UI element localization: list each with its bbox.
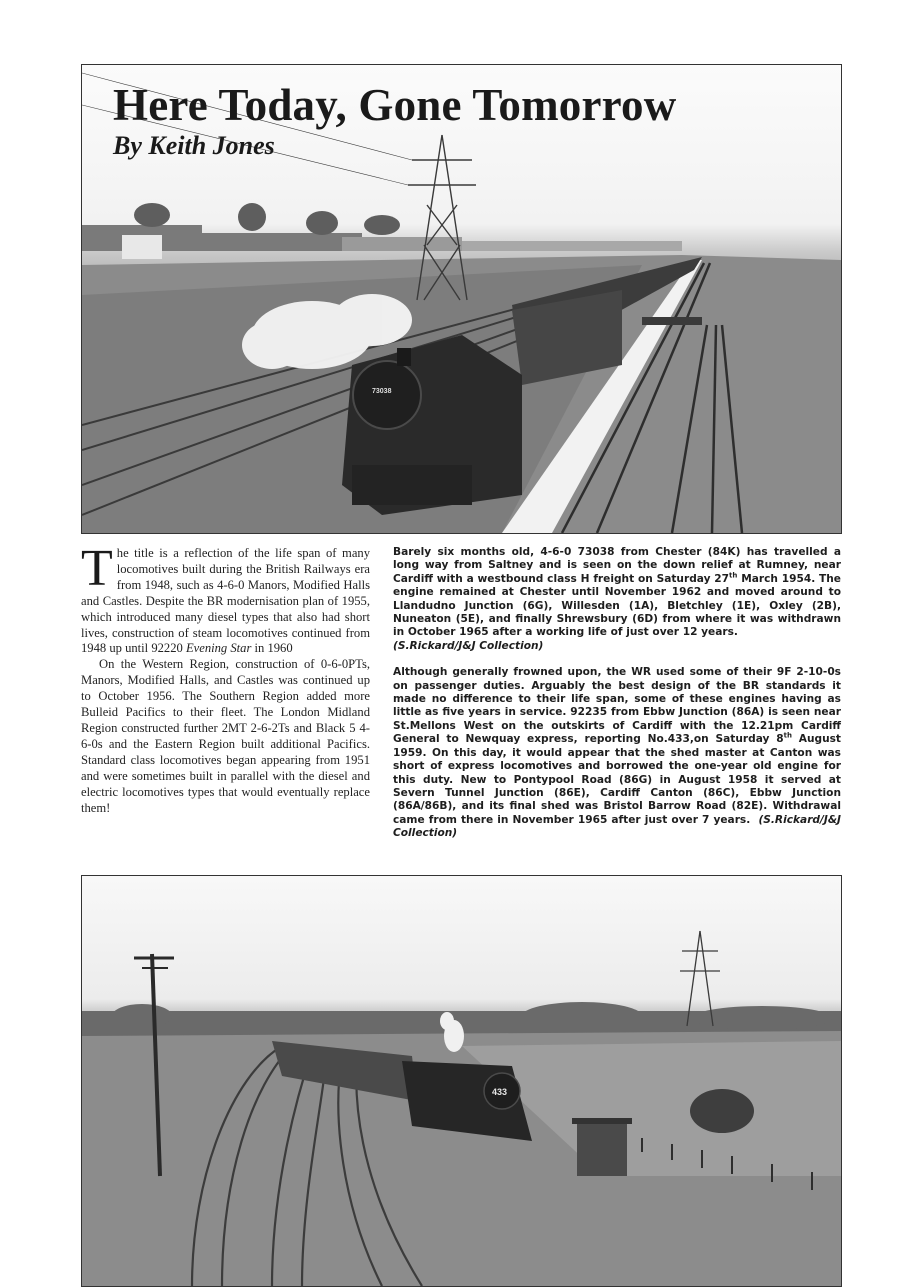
caption-1-text-a: Barely six months old, 4-6-0 73038 from Chester (84K) has travelled a long way from Saltney and is seen on the down relief at Rumney, near Cardiff with a westbound class H freight on Saturday 27 xyxy=(393,546,841,585)
article-paragraph-1-end: in 1960 xyxy=(251,641,293,656)
drop-cap: T xyxy=(81,540,113,597)
caption-2-text-a: Although generally frowned upon, the WR used some of their 9F 2-10-0s on passenger duties. Arguably the best design of the BR standards it made no difference to their life span, some of these engines having as little as five years in service. 92235 from Ebbw Junction (86A) is seen near St.Mellons West on the outskirts of Cardiff with the 12.21pm Cardiff General to Newquay express, reporting No.433,on Saturday 8 xyxy=(393,666,841,746)
article-paragraph-1 xyxy=(81,540,370,657)
caption-2-credit: (S.Rickard/J&J Collection) xyxy=(393,813,841,840)
caption-bottom-photo xyxy=(393,666,841,840)
top-photo xyxy=(81,64,842,534)
caption-2-sup: th xyxy=(783,731,792,740)
bottom-photo-scene xyxy=(82,876,841,1286)
bottom-headcode: 433 xyxy=(492,1087,508,1097)
caption-gap xyxy=(393,653,841,666)
photo-captions xyxy=(393,546,841,841)
top-loco-number: 73038 xyxy=(372,388,392,395)
article-paragraph-1-start: he title is a reflection of the life span of many locomotives built during the British Railways era from 1948, such as 4-6-0 Manors, Modified Halls and Castles. Despite the BR modernisation plan of 1955, which introduced many diesel types that also had short lives, construction of steam locomotives continued from 1948 up until 92220 xyxy=(81,546,370,656)
page-title: Here Today, Gone Tomorrow xyxy=(113,80,677,130)
byline: By Keith Jones xyxy=(113,131,275,160)
caption-1-sup: th xyxy=(729,571,738,580)
evening-star-italic: Evening Star xyxy=(185,641,252,656)
caption-2-text-b: August 1959. On this day, it would appear that the shed master at Canton was short of express locomotives and borrowed the one-year old engine for this duty. New to Pontypool Road (86G) in August 1958 it served at Severn Tunnel Junction (86E), Cardiff Canton (86C), Ebbw Junction (86A/86B), and its final shed was Bristol Barrow Road (82E). Withdrawal came from there in November 1965 after just over 7 years. xyxy=(393,733,841,826)
caption-1-text-b: March 1954. The engine remained at Chester until November 1962 and moved around to Llandudno Junction (6G), Willesden (1A), Bletchley (1E), Oxley (2B), Nuneaton (5E), and finally Shrewsbury (6D) from where it was withdrawn in October 1965 after a working life of just over 12 years. xyxy=(393,572,841,639)
caption-top-photo xyxy=(393,546,841,640)
caption-1-credit: (S.Rickard/J&J Collection) xyxy=(393,639,544,652)
bottom-photo xyxy=(81,875,842,1287)
article-body xyxy=(81,540,370,816)
article-paragraph-2: On the Western Region, construction of 0-6-0PTs, Manors, Modified Halls, and Castles was continued up to October 1956. The Southern Region added more Bulleid Pacifics to their fleet. The London Midland Region constructed further 2MT 2-6-2Ts and Black 5 4-6-0s and the Eastern Region built additional Pacifics. Standard class locomotives began appearing from 1951 and were sometimes built in parallel with the diesel and electric locomotives types that would eventually replace them! xyxy=(81,657,370,815)
